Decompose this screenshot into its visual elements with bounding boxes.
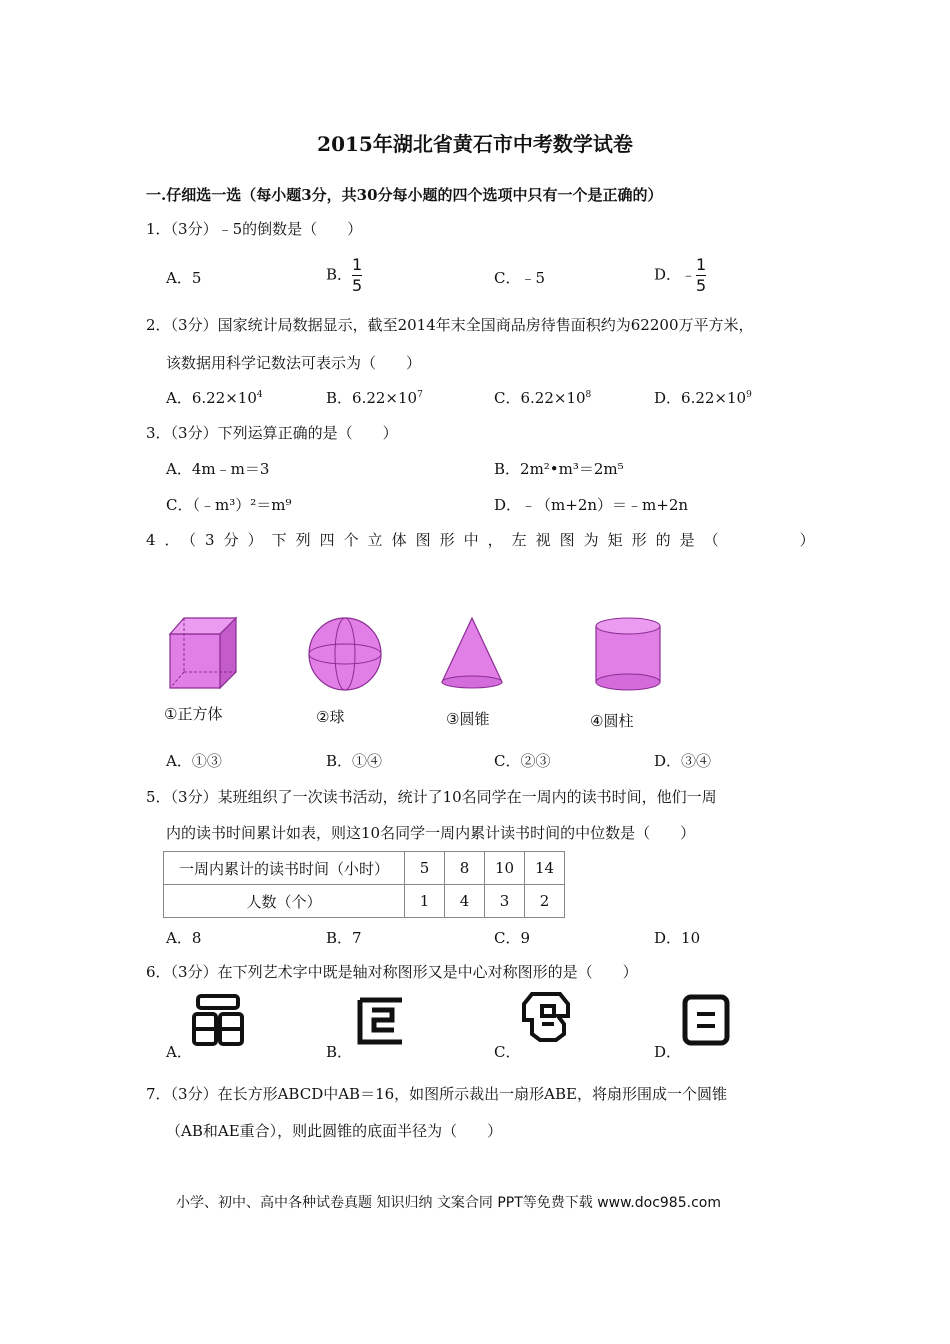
- question-3-stem: 3．（3分）下列运算正确的是（ ）: [146, 424, 398, 442]
- q6-option-a[interactable]: A．: [166, 1043, 192, 1061]
- minus-sign: ﹣: [681, 265, 697, 284]
- shape-label-cube: ①正方体: [164, 705, 223, 723]
- q4-option-c[interactable]: C．②③: [494, 752, 551, 770]
- sphere-icon: [309, 618, 381, 690]
- cone-icon: [442, 618, 502, 688]
- art-glyph-b-icon: [356, 996, 406, 1046]
- q1-option-b[interactable]: [326, 256, 362, 295]
- question-5-stem-line1: 5．（3分）某班组织了一次读书活动，统计了10名同学在一周内的读书时间，他们一周: [146, 788, 717, 806]
- q1-option-d-label: D．: [654, 265, 682, 284]
- q2-option-c[interactable]: C．$6.22\times 10^8$: [494, 389, 592, 407]
- q5-option-a[interactable]: A．8: [166, 929, 202, 947]
- q6-option-b[interactable]: B．: [326, 1043, 353, 1061]
- question-2-stem-line2: 该数据用科学记数法可表示为（ ）: [166, 354, 422, 372]
- q3-option-b[interactable]: B．2m²•m³＝2m⁵: [494, 460, 624, 478]
- cube-icon: [170, 618, 236, 688]
- q3-option-d[interactable]: D．﹣（m+2n）＝﹣m+2n: [494, 496, 689, 514]
- question-7-stem-line2: （AB和AE重合），则此圆锥的底面半径为（ ）: [166, 1122, 503, 1140]
- question-1-stem: 1．（3分）﹣5的倒数是（ ）: [146, 220, 363, 238]
- page-title: 2015年湖北省黄石市中考数学试卷: [317, 132, 633, 156]
- q3-option-c[interactable]: C．（﹣m³）²＝m⁹: [166, 496, 292, 514]
- solid-figures: [160, 612, 680, 692]
- table-row: 人数（个） 1 4 3 2: [164, 885, 565, 918]
- q3-option-a[interactable]: A．4m﹣m＝3: [166, 460, 270, 478]
- question-5-stem-line2: 内的读书时间累计如表，则这10名同学一周内累计读书时间的中位数是（ ）: [166, 824, 696, 842]
- q5-option-b[interactable]: B．7: [326, 929, 362, 947]
- art-glyph-a-icon: [192, 994, 246, 1048]
- q1-option-b-label: B．: [326, 265, 353, 284]
- question-6-stem: 6．（3分）在下列艺术字中既是轴对称图形又是中心对称图形的是（ ）: [146, 963, 638, 981]
- q5-option-c[interactable]: C．9: [494, 929, 531, 947]
- question-7-stem-line1: 7．（3分）在长方形ABCD中AB＝16，如图所示裁出一扇形ABE，将扇形围成一个圆锥: [146, 1085, 727, 1103]
- q6-option-c[interactable]: C．: [494, 1043, 521, 1061]
- shape-label-cylinder: ④圆柱: [590, 712, 634, 730]
- reading-time-table: [163, 851, 565, 918]
- art-glyph-d-icon: [682, 994, 730, 1046]
- q1-option-c[interactable]: C．﹣5: [494, 269, 546, 287]
- question-2-stem-line1: 2．（3分）国家统计局数据显示，截至2014年末全国商品房待售面积约为62200万平方米，: [146, 316, 754, 334]
- q1-option-a[interactable]: A．5: [166, 269, 202, 287]
- q2-option-b[interactable]: B．$6.22\times 10^7$: [326, 389, 423, 407]
- footer-text: 小学、初中、高中各种试卷真题 知识归纳 文案合同 PPT等免费下载 www.doc985.com: [176, 1195, 721, 1211]
- art-glyph-c-icon: [520, 990, 576, 1044]
- q2-option-a[interactable]: A．$6.22\times 10^4$: [166, 389, 263, 407]
- q4-option-a[interactable]: A．①③: [166, 752, 222, 770]
- table-row: 一周内累计的读书时间（小时） 5 8 10 14: [164, 852, 565, 885]
- q4-option-b[interactable]: B．①④: [326, 752, 383, 770]
- question-4-stem: 4．（3分）下列四个立体图形中，左视图为矩形的是（ ）: [146, 531, 824, 549]
- shape-label-cone: ③圆锥: [446, 710, 490, 728]
- q1-option-d[interactable]: [654, 256, 706, 295]
- q4-option-d[interactable]: D．③④: [654, 752, 712, 770]
- fraction: $\frac{1}{5}$: [352, 255, 363, 295]
- cylinder-icon: [596, 618, 660, 690]
- q5-option-d[interactable]: D．10: [654, 929, 701, 947]
- q6-option-d[interactable]: D．: [654, 1043, 682, 1061]
- fraction: $\frac{1}{5}$: [696, 255, 707, 295]
- shape-label-sphere: ②球: [316, 708, 345, 726]
- q2-option-d[interactable]: D．$6.22\times 10^9$: [654, 389, 752, 407]
- section-heading: 一.仔细选一选（每小题3分，共30分每小题的四个选项中只有一个是正确的）: [146, 186, 663, 204]
